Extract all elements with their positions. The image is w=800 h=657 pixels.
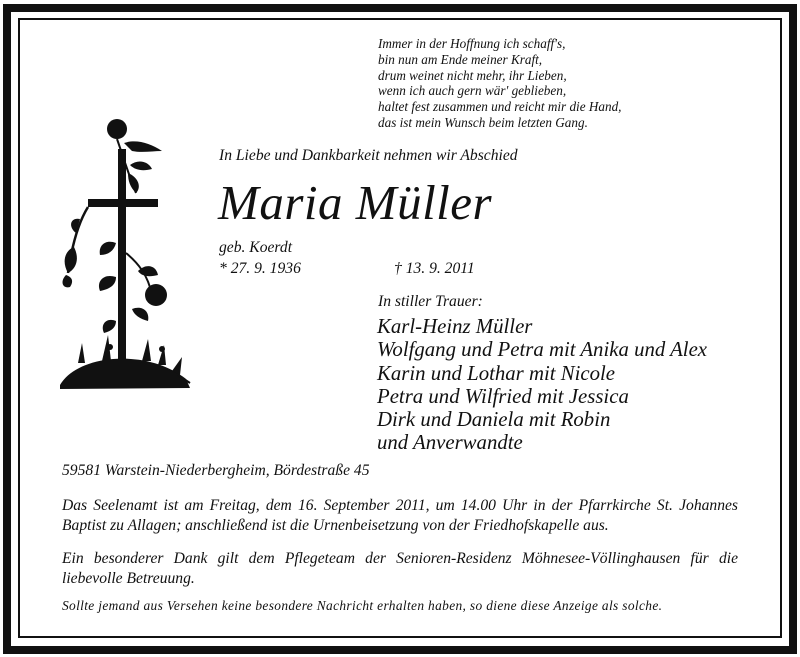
poem xyxy=(378,36,621,131)
mourner-entry: Petra und Wilfried mit Jessica xyxy=(377,384,629,408)
intro-text: In Liebe und Dankbarkeit nehmen wir Abschied xyxy=(219,147,518,164)
mourner-entry: Karl-Heinz Müller xyxy=(377,315,533,338)
footnote: Sollte jemand aus Versehen keine besondere Nachricht erhalten haben, so diene diese Anzeige als solche. xyxy=(62,598,663,613)
thanks-paragraph: Ein besonderer Dank gilt dem Pflegeteam der Senioren-Residenz Möhnesee-Völlinghausen für die liebevolle Betreuung. xyxy=(62,550,738,587)
cross-with-roses-icon xyxy=(58,113,193,393)
death-date: † 13. 9. 2011 xyxy=(394,260,475,277)
poem-line: wenn ich auch gern wär' geblieben, xyxy=(378,83,567,99)
mourner-entry: Dirk und Daniela mit Robin xyxy=(377,408,611,432)
birth-name: geb. Koerdt xyxy=(219,239,293,256)
poem-line: haltet fest zusammen und reicht mir die Hand, xyxy=(378,99,622,115)
address: 59581 Warstein-Niederbergheim, Bördestraße 45 xyxy=(62,462,370,479)
birth-date: * 27. 9. 1936 xyxy=(219,260,301,277)
mourner-entry: Wolfgang und Petra mit Anika und Alex xyxy=(377,338,708,362)
poem-line: drum weinet nicht mehr, ihr Lieben, xyxy=(378,67,567,83)
poem-line: das ist mein Wunsch beim letzten Gang. xyxy=(378,114,588,130)
deceased-name: Maria Müller xyxy=(218,175,493,230)
mourners-label: In stiller Trauer: xyxy=(378,293,483,310)
mourner-entry: Karin und Lothar mit Nicole xyxy=(377,361,616,385)
service-paragraph: Das Seelenamt ist am Freitag, dem 16. September 2011, um 14.00 Uhr in der Pfarrkirche St. Johannes Baptist zu Allagen; anschließend ist die Urnenbeisetzung von der Friedhofskapelle aus. xyxy=(62,497,738,534)
mourners-list xyxy=(377,315,707,455)
mourner-entry: und Anverwandte xyxy=(377,431,523,455)
poem-line: Immer in der Hoffnung ich schaff's, xyxy=(378,36,566,51)
poem-line: bin nun am Ende meiner Kraft, xyxy=(378,51,543,67)
